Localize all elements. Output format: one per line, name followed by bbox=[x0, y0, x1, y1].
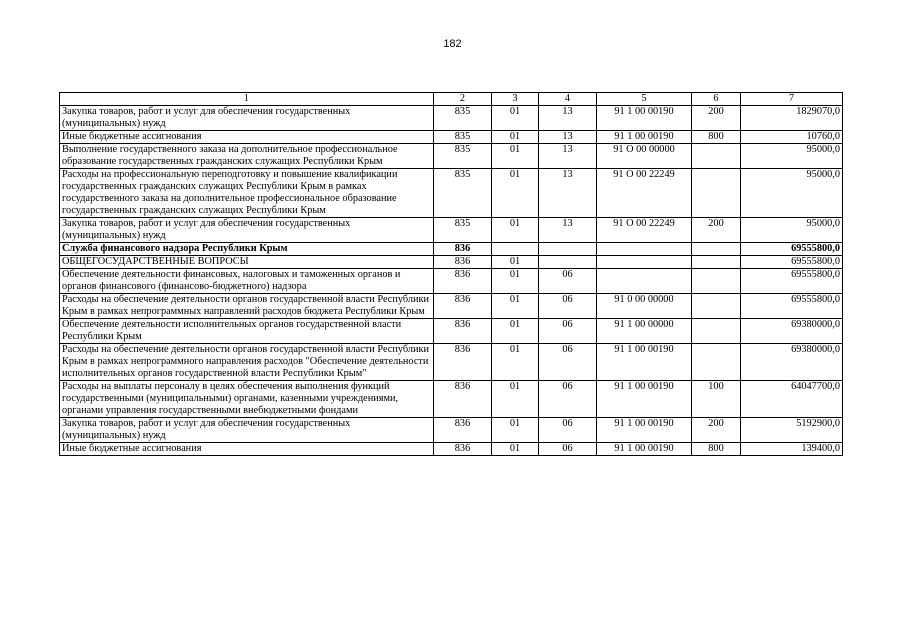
row-section-code: 01 bbox=[492, 256, 539, 269]
row-section-code bbox=[492, 243, 539, 256]
row-name: Выполнение государственного заказа на дополнительное профессиональное образование государственных гражданских служащих Республики Крым bbox=[60, 144, 434, 169]
table-row bbox=[60, 443, 843, 456]
row-amount: 69555800,0 bbox=[741, 243, 843, 256]
row-subsection-code: 13 bbox=[539, 218, 597, 243]
row-target-article bbox=[597, 269, 692, 294]
row-name: Закупка товаров, работ и услуг для обеспечения государственных (муниципальных) нужд bbox=[60, 218, 434, 243]
row-amount: 69555800,0 bbox=[741, 269, 843, 294]
column-header: 7 bbox=[741, 93, 843, 106]
row-section-code: 01 bbox=[492, 344, 539, 381]
row-subsection-code: 13 bbox=[539, 131, 597, 144]
row-name: Расходы на обеспечение деятельности органов государственной власти Республики Крым в рамках непрограммного направления расходов "Обеспечение деятельности исполнительных органов государственной власти Республики Крым" bbox=[60, 344, 434, 381]
row-section-code: 01 bbox=[492, 418, 539, 443]
row-name: Закупка товаров, работ и услуг для обеспечения государственных (муниципальных) нужд bbox=[60, 106, 434, 131]
row-amount: 1829070,0 bbox=[741, 106, 843, 131]
row-amount: 69380000,0 bbox=[741, 344, 843, 381]
row-target-article: 91 О 00 22249 bbox=[597, 218, 692, 243]
page-number: 182 bbox=[443, 38, 462, 50]
table-header-row bbox=[60, 93, 843, 106]
column-header: 1 bbox=[60, 93, 434, 106]
row-grbs-code: 836 bbox=[434, 269, 492, 294]
row-expense-type: 100 bbox=[692, 381, 741, 418]
row-grbs-code: 836 bbox=[434, 256, 492, 269]
row-name: Обеспечение деятельности финансовых, налоговых и таможенных органов и органов финансового (финансово-бюджетного) надзора bbox=[60, 269, 434, 294]
row-name: Иные бюджетные ассигнования bbox=[60, 131, 434, 144]
row-expense-type: 800 bbox=[692, 131, 741, 144]
row-target-article: 91 1 00 00190 bbox=[597, 106, 692, 131]
row-expense-type bbox=[692, 243, 741, 256]
row-subsection-code bbox=[539, 243, 597, 256]
row-expense-type: 200 bbox=[692, 106, 741, 131]
row-subsection-code: 13 bbox=[539, 144, 597, 169]
row-name: Служба финансового надзора Республики Крым bbox=[60, 243, 434, 256]
row-name: Расходы на профессиональную переподготовку и повышение квалификации государственных гражданских служащих Республики Крым в рамках государственного заказа на дополнительное профессиональное образование государственных гражданских служащих Республики Крым bbox=[60, 169, 434, 218]
row-amount: 5192900,0 bbox=[741, 418, 843, 443]
row-grbs-code: 835 bbox=[434, 144, 492, 169]
column-header: 5 bbox=[597, 93, 692, 106]
row-section-code: 01 bbox=[492, 144, 539, 169]
row-subsection-code: 13 bbox=[539, 169, 597, 218]
row-name: Расходы на выплаты персоналу в целях обеспечения выполнения функций государственными (муниципальными) органами, казенными учреждениями, органами управления государственными внебюджетными фондами bbox=[60, 381, 434, 418]
row-section-code: 01 bbox=[492, 169, 539, 218]
row-amount: 69380000,0 bbox=[741, 319, 843, 344]
table-row bbox=[60, 269, 843, 294]
row-expense-type: 200 bbox=[692, 218, 741, 243]
table-row bbox=[60, 418, 843, 443]
table-row bbox=[60, 169, 843, 218]
row-section-code: 01 bbox=[492, 269, 539, 294]
table-row bbox=[60, 256, 843, 269]
row-expense-type: 200 bbox=[692, 418, 741, 443]
row-subsection-code: 06 bbox=[539, 319, 597, 344]
row-subsection-code: 06 bbox=[539, 344, 597, 381]
row-subsection-code bbox=[539, 256, 597, 269]
row-amount: 64047700,0 bbox=[741, 381, 843, 418]
row-expense-type: 800 bbox=[692, 443, 741, 456]
table-row bbox=[60, 243, 843, 256]
row-target-article: 91 1 00 00190 bbox=[597, 131, 692, 144]
row-subsection-code: 13 bbox=[539, 106, 597, 131]
row-expense-type bbox=[692, 344, 741, 381]
row-target-article: 91 1 00 00000 bbox=[597, 319, 692, 344]
row-expense-type bbox=[692, 144, 741, 169]
row-amount: 95000,0 bbox=[741, 169, 843, 218]
row-grbs-code: 836 bbox=[434, 319, 492, 344]
row-grbs-code: 835 bbox=[434, 106, 492, 131]
table-row bbox=[60, 294, 843, 319]
row-section-code: 01 bbox=[492, 294, 539, 319]
row-name: Расходы на обеспечение деятельности органов государственной власти Республики Крым в рамках непрограммных направлений расходов бюджета Республики Крым bbox=[60, 294, 434, 319]
row-expense-type bbox=[692, 319, 741, 344]
row-target-article: 91 1 00 00190 bbox=[597, 344, 692, 381]
row-target-article bbox=[597, 256, 692, 269]
row-section-code: 01 bbox=[492, 106, 539, 131]
row-subsection-code: 06 bbox=[539, 294, 597, 319]
row-grbs-code: 836 bbox=[434, 344, 492, 381]
row-target-article: 91 1 00 00190 bbox=[597, 443, 692, 456]
row-section-code: 01 bbox=[492, 443, 539, 456]
row-grbs-code: 836 bbox=[434, 381, 492, 418]
budget-table bbox=[59, 92, 843, 456]
row-subsection-code: 06 bbox=[539, 269, 597, 294]
row-name: Закупка товаров, работ и услуг для обеспечения государственных (муниципальных) нужд bbox=[60, 418, 434, 443]
row-grbs-code: 835 bbox=[434, 218, 492, 243]
column-header: 3 bbox=[492, 93, 539, 106]
column-header: 4 bbox=[539, 93, 597, 106]
row-amount: 139400,0 bbox=[741, 443, 843, 456]
row-section-code: 01 bbox=[492, 381, 539, 418]
row-target-article: 91 О 00 22249 bbox=[597, 169, 692, 218]
row-target-article: 91 1 00 00190 bbox=[597, 418, 692, 443]
row-name: Иные бюджетные ассигнования bbox=[60, 443, 434, 456]
row-target-article: 91 О 00 00000 bbox=[597, 144, 692, 169]
row-grbs-code: 835 bbox=[434, 169, 492, 218]
row-amount: 69555800,0 bbox=[741, 294, 843, 319]
table-row bbox=[60, 344, 843, 381]
row-target-article: 91 0 00 00000 bbox=[597, 294, 692, 319]
row-subsection-code: 06 bbox=[539, 443, 597, 456]
row-section-code: 01 bbox=[492, 131, 539, 144]
table-row bbox=[60, 218, 843, 243]
table-row bbox=[60, 381, 843, 418]
table-row bbox=[60, 144, 843, 169]
row-amount: 95000,0 bbox=[741, 218, 843, 243]
row-section-code: 01 bbox=[492, 218, 539, 243]
row-amount: 10760,0 bbox=[741, 131, 843, 144]
row-expense-type bbox=[692, 256, 741, 269]
table-row bbox=[60, 131, 843, 144]
row-expense-type bbox=[692, 269, 741, 294]
column-header: 6 bbox=[692, 93, 741, 106]
row-expense-type bbox=[692, 294, 741, 319]
row-grbs-code: 835 bbox=[434, 131, 492, 144]
row-grbs-code: 836 bbox=[434, 294, 492, 319]
row-target-article bbox=[597, 243, 692, 256]
row-expense-type bbox=[692, 169, 741, 218]
row-grbs-code: 836 bbox=[434, 243, 492, 256]
row-grbs-code: 836 bbox=[434, 418, 492, 443]
row-grbs-code: 836 bbox=[434, 443, 492, 456]
row-amount: 95000,0 bbox=[741, 144, 843, 169]
table-row bbox=[60, 319, 843, 344]
row-name: Обеспечение деятельности исполнительных органов государственной власти Республики Крым bbox=[60, 319, 434, 344]
row-section-code: 01 bbox=[492, 319, 539, 344]
row-name: ОБЩЕГОСУДАРСТВЕННЫЕ ВОПРОСЫ bbox=[60, 256, 434, 269]
table-row bbox=[60, 106, 843, 131]
column-header: 2 bbox=[434, 93, 492, 106]
row-amount: 69555800,0 bbox=[741, 256, 843, 269]
row-target-article: 91 1 00 00190 bbox=[597, 381, 692, 418]
row-subsection-code: 06 bbox=[539, 381, 597, 418]
row-subsection-code: 06 bbox=[539, 418, 597, 443]
